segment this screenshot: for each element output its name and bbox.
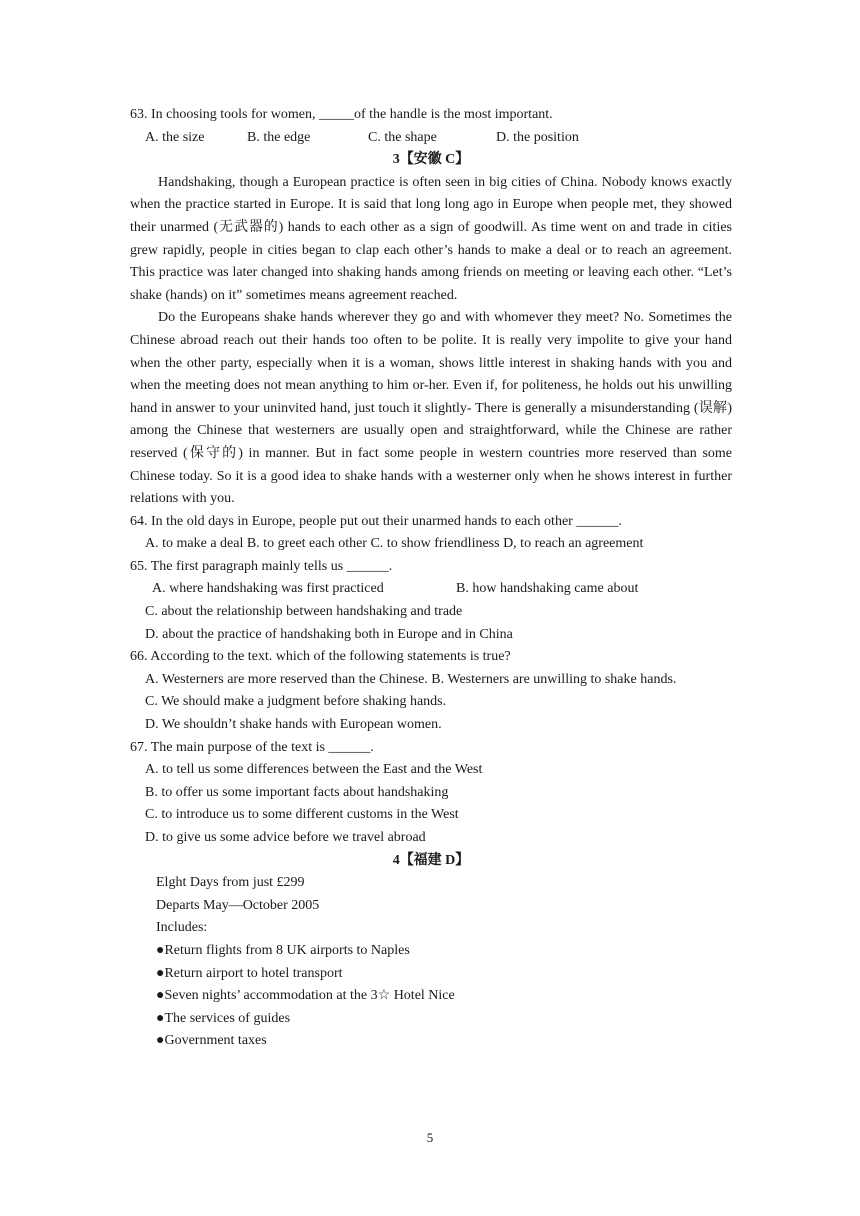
q65-stem: 65. The first paragraph mainly tells us ______. <box>130 558 393 574</box>
q65-option-c: C. about the relationship between handshaking and trade <box>145 604 463 620</box>
q63-options <box>130 127 732 150</box>
q64-stem: 64. In the old days in Europe, people put out their unarmed hands to each other ______. <box>130 513 622 529</box>
section4-heading: 4【福建 D】 <box>392 852 470 868</box>
q67-option-d: D. to give us some advice before we travel abroad <box>145 830 426 845</box>
q65-option-b: B. how handshaking came about <box>456 581 639 597</box>
ad-bullet-transport: ●Return airport to hotel transport <box>156 965 343 981</box>
q63-option-a: A. the size <box>145 129 205 145</box>
q63-stem: 63. In choosing tools for women, _____of the handle is the most important. <box>130 107 553 122</box>
q63-option-d: D. the position <box>496 129 579 145</box>
q66-option-c: C. We should make a judgment before shaking hands. <box>145 694 447 710</box>
q66-stem: 66. According to the text. which of the following statements is true? <box>130 649 511 665</box>
q63-option-b: B. the edge <box>247 129 311 145</box>
document-page <box>130 104 732 1053</box>
ad-bullet-flights: ●Return flights from 8 UK airports to Naples <box>156 942 410 958</box>
q65-option-a: A. where handshaking was first practiced <box>152 581 384 597</box>
ad-departure-line: Departs May—October 2005 <box>156 897 320 913</box>
passage-paragraph-1: Handshaking, though a European practice is often seen in big cities of China. Nobody knows exactly when the practice started in Europe. It is said that long long ago in Europe when people met, they showed their unarmed (无武器的) hands to each other as a sign of goodwill. As time went on and trade in cities grew rapidly, people in cities began to clap each other’s hands to make a deal or to reach an agreement. This practice was later changed into shaking hands among friends on meeting or leaving each other. “Let’s shake (hands) on it” sometimes means agreement reached. <box>130 174 732 303</box>
q67-option-b: B. to offer us some important facts about handshaking <box>145 784 449 800</box>
passage-paragraph-2: Do the Europeans shake hands wherever they go and with whomever they meet? No. Sometimes the Chinese abroad reach out their hands too often to be polite. It is really very impolite to give your hand when the other party, especially when it is a woman, shows little interest in shaking hands with you and when the meeting does not mean anything to him or-her. Even if, for politeness, he holds out his unwilling hand in answer to your uninvited hand, just touch it slightly- There is generally a misunderstanding (误解) among the Chinese that westerners are usually open and straightforward, while the Chinese are rather reserved (保守的) in manner. But in fact some people in western countries more reserved than some Chinese today. So it is a good idea to shake hands with a westerner only when he shows interest in further relations with you. <box>130 310 732 507</box>
q65-option-d: D. about the practice of handshaking both in Europe and in China <box>145 626 513 642</box>
ad-price-line: Elght Days from just £299 <box>156 875 305 891</box>
q67-stem: 67. The main purpose of the text is ______. <box>130 739 374 755</box>
ad-bullet-guides: ●The services of guides <box>156 1010 291 1026</box>
q66-option-d: D. We shouldn’t shake hands with European women. <box>145 717 442 733</box>
q63-option-c: C. the shape <box>368 129 437 145</box>
ad-bullet-taxes: ●Government taxes <box>156 1033 267 1049</box>
q67-option-c: C. to introduce us to some different customs in the West <box>145 807 459 823</box>
page-number: 5 <box>426 1130 434 1145</box>
section3-heading: 3【安徽 C】 <box>392 152 470 168</box>
q66-options-ab: A. Westerners are more reserved than the Chinese. B. Westerners are unwilling to shake hands. <box>145 671 677 687</box>
q64-options: A. to make a deal B. to greet each other C. to show friendliness D, to reach an agreement <box>145 536 644 552</box>
q67-option-a: A. to tell us some differences between the East and the West <box>145 762 483 778</box>
ad-includes-label: Includes: <box>156 920 208 936</box>
ad-bullet-accommodation: ●Seven nights’ accommodation at the 3☆ Hotel Nice <box>156 988 455 1004</box>
q65-options-ab <box>130 578 732 601</box>
